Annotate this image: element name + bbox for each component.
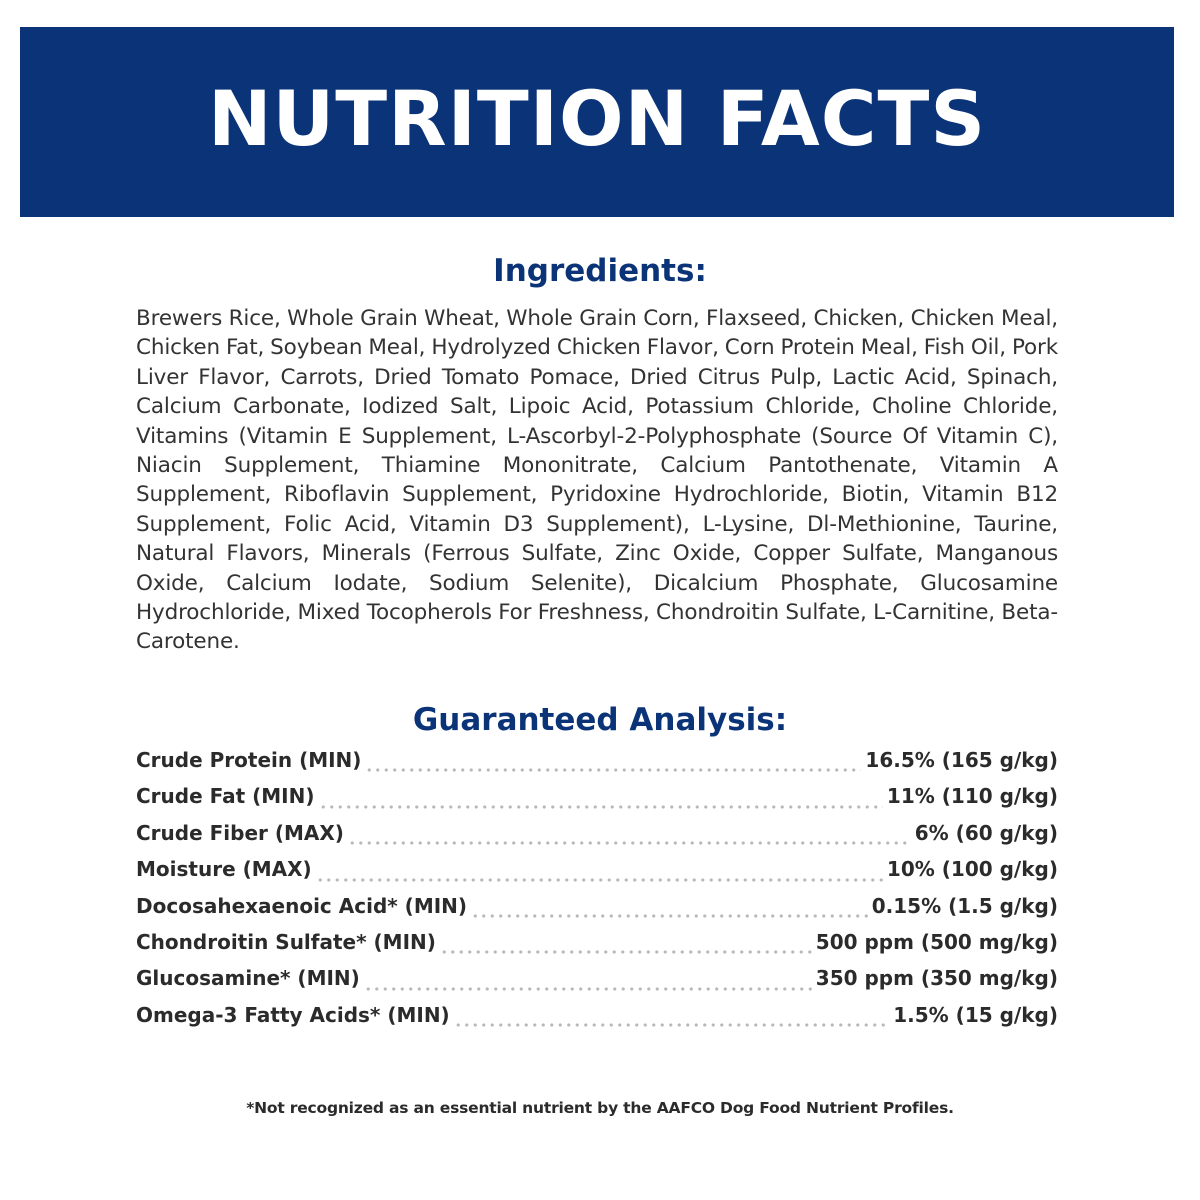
- dot-leader: [319, 800, 883, 814]
- analysis-label: Glucosamine* (MIN): [136, 966, 360, 991]
- dot-leader: [316, 873, 883, 887]
- page-title: NUTRITION FACTS: [207, 74, 987, 163]
- analysis-row-chondroitin-sulfate: [136, 930, 1058, 966]
- analysis-value: 6% (60 g/kg): [914, 820, 1058, 845]
- footnote: *Not recognized as an essential nutrient by the AAFCO Dog Food Nutrient Profiles.: [246, 1099, 954, 1117]
- analysis-value: 1.5% (15 g/kg): [893, 1002, 1058, 1027]
- guaranteed-analysis-table: [136, 748, 1058, 1039]
- analysis-label: Docosahexaenoic Acid* (MIN): [136, 893, 468, 918]
- analysis-label: Chondroitin Sulfate* (MIN): [136, 929, 436, 954]
- analysis-value: 0.15% (1.5 g/kg): [871, 893, 1058, 918]
- nutrition-facts-banner: [20, 27, 1174, 217]
- analysis-value: 11% (110 g/kg): [886, 784, 1058, 809]
- analysis-row-moisture: [136, 857, 1058, 893]
- dot-leader: [364, 982, 812, 996]
- analysis-value: 16.5% (165 g/kg): [865, 748, 1058, 772]
- analysis-value: 350 ppm (350 mg/kg): [815, 966, 1058, 991]
- guaranteed-analysis-heading: Guaranteed Analysis:: [412, 702, 788, 738]
- analysis-row-glucosamine: [136, 966, 1058, 1002]
- analysis-label: Omega-3 Fatty Acids* (MIN): [136, 1002, 450, 1027]
- analysis-row-omega-3: [136, 1003, 1058, 1039]
- analysis-label: Crude Fat (MIN): [136, 784, 315, 809]
- dot-leader: [365, 763, 861, 777]
- analysis-value: 10% (100 g/kg): [886, 857, 1058, 882]
- analysis-label: Crude Fiber (MAX): [136, 820, 344, 845]
- analysis-row-crude-fat: [136, 784, 1058, 820]
- analysis-row-crude-protein: [136, 748, 1058, 784]
- ingredients-heading: Ingredients:: [493, 253, 707, 289]
- analysis-row-crude-fiber: [136, 821, 1058, 857]
- dot-leader: [454, 1018, 890, 1032]
- analysis-label: Crude Protein (MIN): [136, 748, 362, 772]
- analysis-label: Moisture (MAX): [136, 857, 312, 882]
- dot-leader: [348, 836, 911, 850]
- analysis-value: 500 ppm (500 mg/kg): [815, 929, 1058, 954]
- dot-leader: [440, 945, 812, 959]
- dot-leader: [471, 909, 868, 923]
- analysis-row-dha: [136, 894, 1058, 930]
- ingredients-list: Brewers Rice, Whole Grain Wheat, Whole Grain Corn, Flaxseed, Chicken, Chicken Meal, Chicken Fat, Soybean Meal, Hydrolyzed Chicken Flavor, Corn Protein Meal, Fish Oil, Pork Liver Flavor, Carrots, Dried Tomato Pomace, Dried Citrus Pulp, Lactic Acid, Spinach, Calcium Carbonate, Iodized Salt, Lipoic Acid, Potassium Chloride, Choline Chloride, Vitamins (Vitamin E Supplement, L-Ascorbyl-2-Polyphosphate (Source Of Vitamin C), Niacin Supplement, Thiamine Mononitrate, Calcium Pantothenate, Vitamin A Supplement, Riboflavin Supplement, Pyridoxine Hydrochloride, Biotin, Vitamin B12 Supplement, Folic Acid, Vitamin D3 Supplement), L-Lysine, Dl-Methionine, Taurine, Natural Flavors, Minerals (Ferrous Sulfate, Zinc Oxide, Copper Sulfate, Manganous Oxide, Calcium Iodate, Sodium Selenite), Dicalcium Phosphate, Glucosamine Hydrochloride, Mixed Tocopherols For Freshness, Chondroitin Sulfate, L-Carnitine, Beta-Carotene.: [136, 306, 1058, 655]
